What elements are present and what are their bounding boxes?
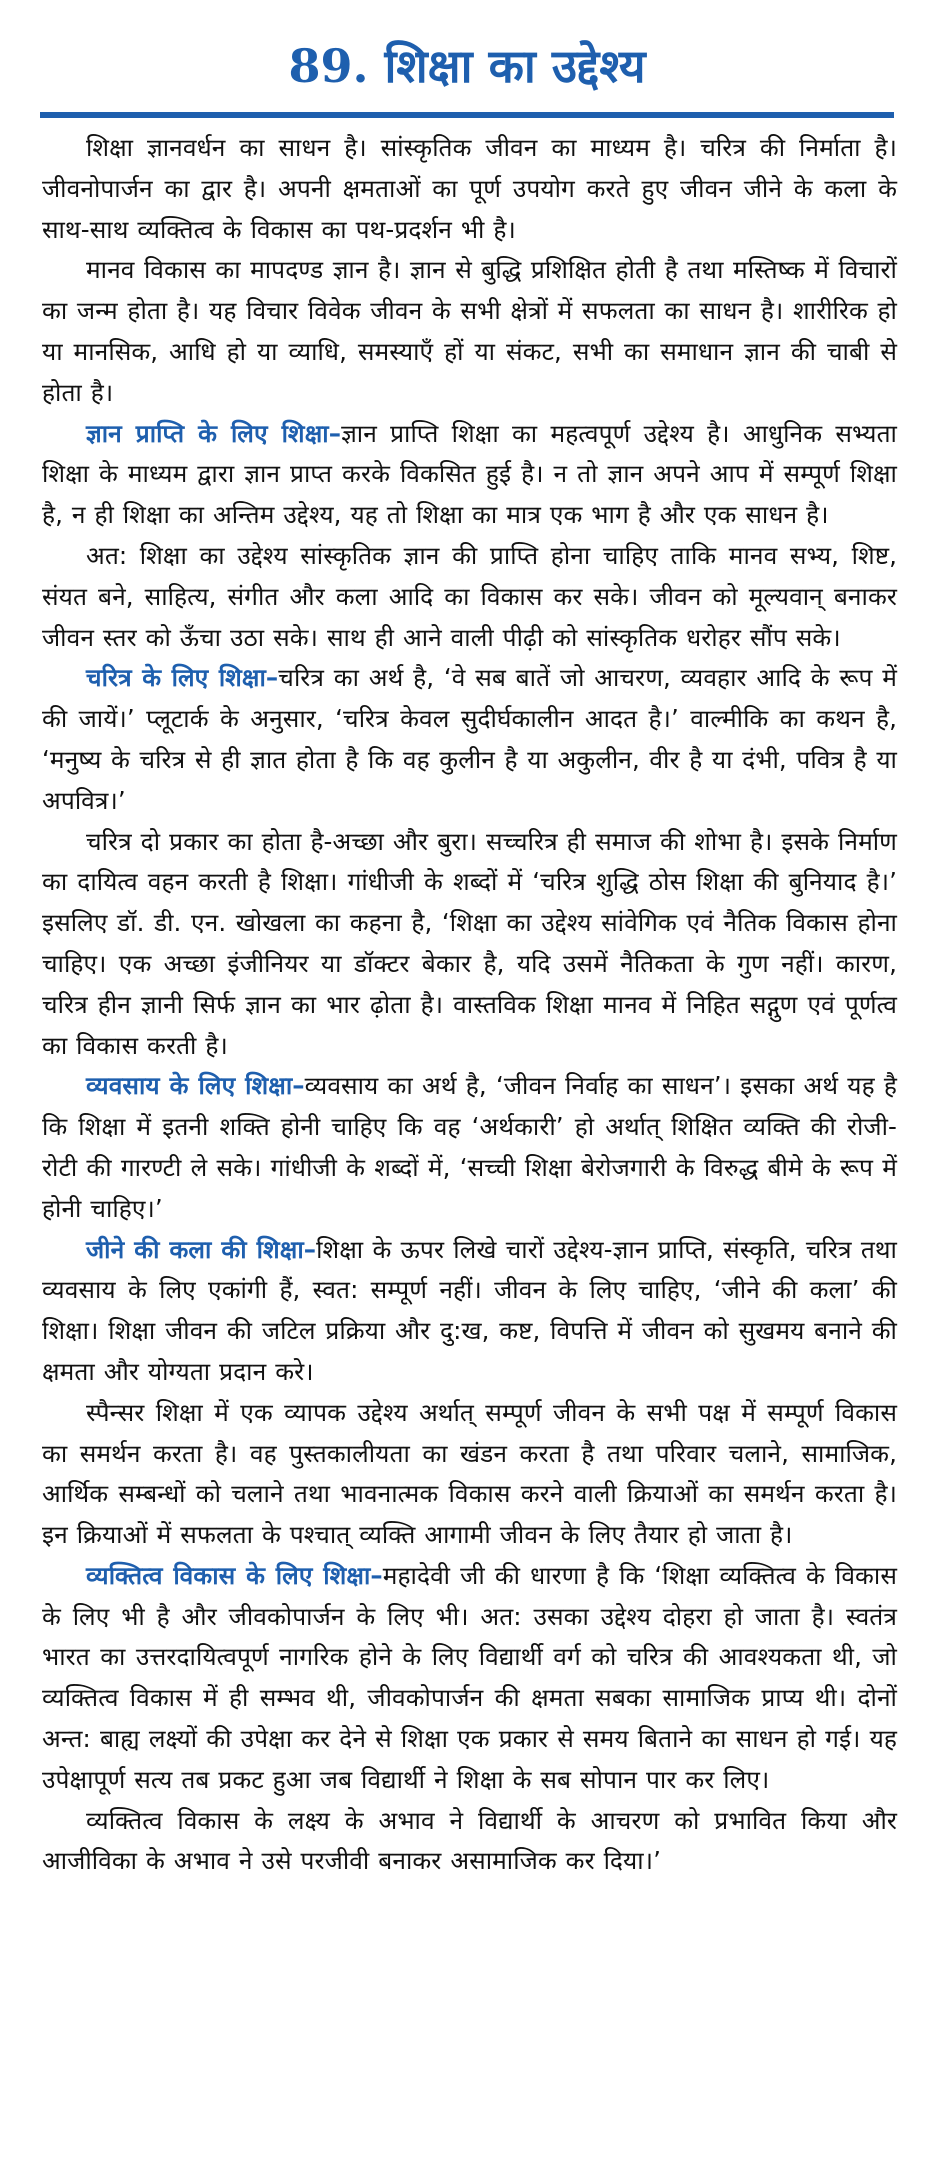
paragraph-text: व्यवसाय का अर्थ है, ‘जीवन निर्वाह का साधन’। इसका अर्थ यह है कि शिक्षा में इतनी शक्ति होनी चाहिए कि वह ‘अर्थकारी’ हो अर्थात् शिक्षित व्यक्ति की रोजी-रोटी की गारण्टी ले सके। गांधीजी के शब्दों में, ‘सच्ची शिक्षा बेरोजगारी के विरुद्ध बीमे के रूप में होनी चाहिए।’ bbox=[42, 1071, 897, 1223]
paragraph bbox=[42, 128, 897, 250]
section-heading: जीने की कला की शिक्षा– bbox=[86, 1234, 317, 1264]
paragraph-text: व्यक्तित्व विकास के लक्ष्य के अभाव ने विद्यार्थी के आचरण को प्रभावित किया और आजीविका के अभाव ने उसे परजीवी बनाकर असामाजिक कर दिया।’ bbox=[42, 1805, 897, 1876]
essay-body bbox=[42, 128, 897, 1882]
paragraph bbox=[42, 658, 897, 821]
section-heading: ज्ञान प्राप्ति के लिए शिक्षा– bbox=[86, 418, 342, 448]
paragraph bbox=[42, 1801, 897, 1883]
paragraph-text: स्पैन्सर शिक्षा में एक व्यापक उद्देश्य अर्थात् सम्पूर्ण जीवन के सभी पक्ष में सम्पूर्ण विकास का समर्थन करता है। वह पुस्तकालीयता का खंडन करता है तथा परिवार चलाने, सामाजिक, आर्थिक सम्बन्धों को चलाने तथा भावनात्मक विकास करने वाली क्रियाओं का समर्थन करता है। इन क्रियाओं में सफलता के पश्चात् व्यक्ति आगामी जीवन के लिए तैयार हो जाता है। bbox=[42, 1397, 897, 1550]
paragraph bbox=[42, 1230, 897, 1393]
paragraph bbox=[42, 536, 897, 658]
paragraph-text: चरित्र का अर्थ है, ‘वे सब बातें जो आचरण, व्यवहार आदि के रूप में की जायें।’ प्लूटार्क के अनुसार, ‘चरित्र केवल सुदीर्घकालीन आदत है।’ वाल्मीकि का कथन है, ‘मनुष्य के चरित्र से ही ज्ञात होता है कि वह कुलीन है या अकुलीन, वीर है या दंभी, पवित्र है या अपवित्र।’ bbox=[42, 663, 898, 815]
paragraph bbox=[42, 414, 897, 536]
section-heading: व्यवसाय के लिए शिक्षा– bbox=[86, 1071, 305, 1101]
paragraph bbox=[42, 250, 897, 413]
section-heading: चरित्र के लिए शिक्षा– bbox=[86, 663, 279, 693]
paragraph-text: शिक्षा के ऊपर लिखे चारों उद्देश्य-ज्ञान प्राप्ति, संस्कृति, चरित्र तथा व्यवसाय के लिए एकांगी हैं, स्वत: सम्पूर्ण नहीं। जीवन के लिए चाहिए, ‘जीने की कला’ की शिक्षा। शिक्षा जीवन की जटिल प्रक्रिया और दु:ख, कष्ट, विपत्ति में जीवन को सुखमय बनाने की क्षमता और योग्यता प्रदान करे। bbox=[42, 1234, 897, 1386]
paragraph bbox=[42, 1556, 897, 1801]
paragraph-text: चरित्र दो प्रकार का होता है-अच्छा और बुरा। सच्चरित्र ही समाज की शोभा है। इसके निर्माण का दायित्व वहन करती है शिक्षा। गांधीजी के शब्दों में ‘चरित्र शुद्धि ठोस शिक्षा की बुनियाद है।’ इसलिए डॉ. डी. एन. खोखला का कहना है, ‘शिक्षा का उद्देश्य सांवेगिक एवं नैतिक विकास होना चाहिए। एक अच्छा इंजीनियर या डॉक्टर बेकार है, यदि उसमें नैतिकता के गुण नहीं। कारण, चरित्र हीन ज्ञानी सिर्फ ज्ञान का भार ढ़ोता है। वास्तविक शिक्षा मानव में निहित सद्गुण एवं पूर्णत्व का विकास करती है। bbox=[42, 826, 897, 1060]
paragraph-text: मानव विकास का मापदण्ड ज्ञान है। ज्ञान से बुद्धि प्रशिक्षित होती है तथा मस्तिष्क में विचारों का जन्म होता है। यह विचार विवेक जीवन के सभी क्षेत्रों में सफलता का साधन है। शारीरिक हो या मानसिक, आधि हो या व्याधि, समस्याएँ हों या संकट, सभी का समाधान ज्ञान की चाबी से होता है। bbox=[42, 255, 897, 407]
paragraph-text: शिक्षा ज्ञानवर्धन का साधन है। सांस्कृतिक जीवन का माध्यम है। चरित्र की निर्माता है। जीवनोपार्जन का द्वार है। अपनी क्षमताओं का पूर्ण उपयोग करते हुए जीवन जीने के कला के साथ-साथ व्यक्तित्व के विकास का पथ-प्रदर्शन भी है। bbox=[42, 133, 897, 244]
page-title: 89. शिक्षा का उद्देश्य bbox=[288, 39, 646, 93]
paragraph-text: अत: शिक्षा का उद्देश्य सांस्कृतिक ज्ञान की प्राप्ति होना चाहिए ताकि मानव सभ्य, शिष्ट, संयत बने, साहित्य, संगीत और कला आदि का विकास कर सके। जीवन को मूल्यवान् बनाकर जीवन स्तर को ऊँचा उठा सके। साथ ही आने वाली पीढ़ी को सांस्कृतिक धरोहर सौंप सके। bbox=[42, 540, 897, 652]
section-heading: व्यक्तित्व विकास के लिए शिक्षा– bbox=[86, 1560, 383, 1590]
paragraph bbox=[42, 1393, 897, 1556]
paragraph-text: ज्ञान प्राप्ति शिक्षा का महत्वपूर्ण उद्देश्य है। आधुनिक सभ्यता शिक्षा के माध्यम द्वारा ज्ञान प्राप्त करके विकसित हुई है। न तो ज्ञान अपने आप में सम्पूर्ण शिक्षा है, न ही शिक्षा का अन्तिम उद्देश्य, यह तो शिक्षा का मात्र एक भाग है और एक साधन है। bbox=[42, 418, 897, 530]
title-underline bbox=[40, 112, 894, 118]
paragraph bbox=[42, 1066, 897, 1229]
paragraph-text: महादेवी जी की धारणा है कि ‘शिक्षा व्यक्तित्व के विकास के लिए भी है और जीवकोपार्जन के लिए भी। अत: उसका उद्देश्य दोहरा हो जाता है। स्वतंत्र भारत का उत्तरदायित्वपूर्ण नागरिक होने के लिए विद्यार्थी वर्ग को चरित्र की आवश्यकता थी, जो व्यक्तित्व विकास में ही सम्भव थी, जीवकोपार्जन की क्षमता सबका सामाजिक प्राप्य थी। दोनों अन्त: बाह्य लक्ष्यों की उपेक्षा कर देने से शिक्षा एक प्रकार से समय बिताने का साधन हो गई। यह उपेक्षापूर्ण सत्य तब प्रकट हुआ जब विद्यार्थी ने शिक्षा के सब सोपान पार कर लिए। bbox=[42, 1560, 897, 1794]
paragraph bbox=[42, 822, 897, 1067]
